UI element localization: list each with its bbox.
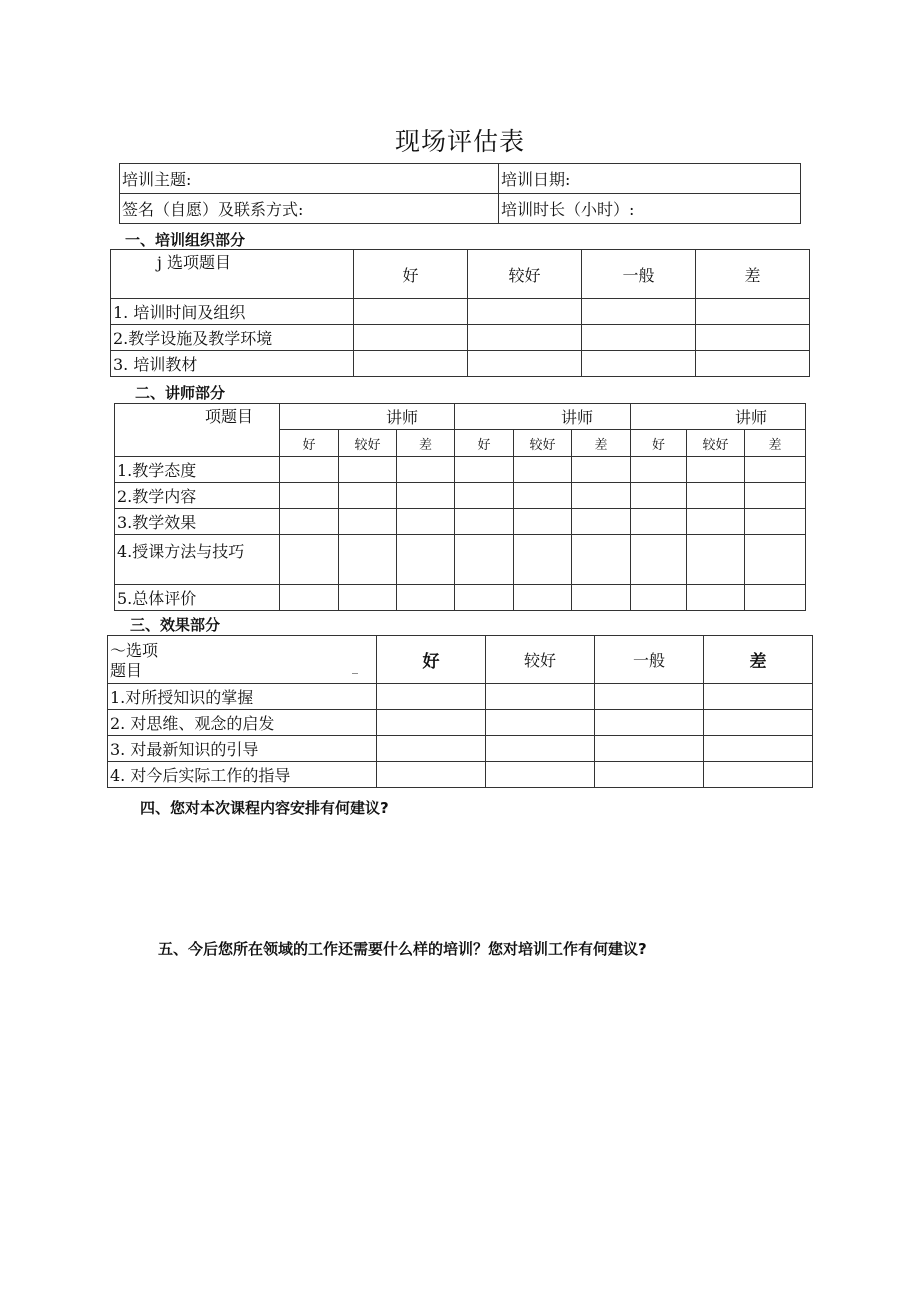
section4-answer-area[interactable] [110, 822, 810, 922]
s3-col-average: 一般 [595, 636, 704, 684]
rating-cell[interactable] [631, 535, 687, 585]
s3-row-label: 4. 对今后实际工作的指导 [108, 762, 377, 788]
s1-col-poor: 差 [696, 250, 810, 299]
rating-cell[interactable] [468, 299, 582, 325]
rating-cell[interactable] [745, 535, 806, 585]
rating-cell[interactable] [377, 762, 486, 788]
table-row [115, 457, 806, 483]
l2-col-fairly-good: 较好 [514, 430, 572, 457]
table-row [115, 483, 806, 509]
rating-cell[interactable] [745, 509, 806, 535]
rating-cell[interactable] [631, 585, 687, 611]
table-row [108, 762, 813, 788]
s3-col-good: 好 [377, 636, 486, 684]
s3-row-label: 1.对所授知识的掌握 [108, 684, 377, 710]
rating-cell[interactable] [687, 585, 745, 611]
date-field[interactable] [499, 164, 801, 194]
rating-cell[interactable] [514, 483, 572, 509]
rating-cell[interactable] [704, 736, 813, 762]
s2-row-label: 1.教学态度 [115, 457, 280, 483]
l2-col-poor: 差 [572, 430, 631, 457]
rating-cell[interactable] [572, 535, 631, 585]
table-row [108, 736, 813, 762]
section5-answer-area[interactable] [110, 965, 810, 1165]
lecturer-3-header: 讲师 [631, 404, 806, 430]
rating-cell[interactable] [704, 684, 813, 710]
l2-col-good: 好 [455, 430, 514, 457]
rating-cell[interactable] [397, 483, 455, 509]
rating-cell[interactable] [377, 684, 486, 710]
rating-cell[interactable] [486, 684, 595, 710]
rating-cell[interactable] [455, 585, 514, 611]
table-row [115, 535, 806, 585]
table-row [115, 585, 806, 611]
duration-label: 培训时长（小时）: [501, 200, 635, 219]
s3-row-label: 3. 对最新知识的引导 [108, 736, 377, 762]
rating-cell[interactable] [280, 585, 339, 611]
sign-label: 签名（自愿）及联系方式: [122, 200, 304, 219]
rating-cell[interactable] [397, 509, 455, 535]
rating-cell[interactable] [339, 457, 397, 483]
table-row [111, 299, 810, 325]
s2-row-label: 4.授课方法与技巧 [115, 535, 280, 585]
l3-col-good: 好 [631, 430, 687, 457]
rating-cell[interactable] [595, 736, 704, 762]
rating-cell[interactable] [339, 483, 397, 509]
rating-cell[interactable] [280, 483, 339, 509]
rating-cell[interactable] [455, 457, 514, 483]
rating-cell[interactable] [486, 710, 595, 736]
rating-cell[interactable] [704, 710, 813, 736]
rating-cell[interactable] [687, 483, 745, 509]
rating-cell[interactable] [696, 325, 810, 351]
rating-cell[interactable] [696, 299, 810, 325]
section5-heading: 五、今后您所在领域的工作还需要什么样的培训？您对培训工作有何建议? [158, 940, 647, 958]
rating-cell[interactable] [339, 585, 397, 611]
rating-cell[interactable] [280, 509, 339, 535]
rating-cell[interactable] [468, 351, 582, 377]
table-row [108, 684, 813, 710]
s1-header-label: j 选项题目 [157, 253, 232, 272]
s1-row-label: 3. 培训教材 [111, 351, 354, 377]
rating-cell[interactable] [397, 585, 455, 611]
page-title: 现场评估表 [394, 127, 525, 156]
s1-col-good: 好 [354, 250, 468, 299]
s1-col-average: 一般 [582, 250, 696, 299]
l3-col-fairly-good: 较好 [687, 430, 745, 457]
s1-col-fairly-good: 较好 [468, 250, 582, 299]
s1-row-label: 1. 培训时间及组织 [111, 299, 354, 325]
rating-cell[interactable] [745, 457, 806, 483]
rating-cell[interactable] [696, 351, 810, 377]
lecturer-table [114, 403, 806, 611]
s2-row-label: 3.教学效果 [115, 509, 280, 535]
rating-cell[interactable] [455, 535, 514, 585]
sign-field[interactable] [120, 194, 499, 224]
rating-cell[interactable] [595, 684, 704, 710]
rating-cell[interactable] [514, 535, 572, 585]
section1-heading: 一、培训组织部分 [125, 231, 246, 249]
rating-cell[interactable] [687, 509, 745, 535]
rating-cell[interactable] [280, 457, 339, 483]
table-row [111, 351, 810, 377]
organization-table [110, 249, 810, 377]
rating-cell[interactable] [582, 299, 696, 325]
table-row [108, 710, 813, 736]
rating-cell[interactable] [486, 736, 595, 762]
section2-heading: 二、讲师部分 [135, 384, 226, 402]
s1-row-label: 2.教学设施及教学环境 [111, 325, 354, 351]
s3-row-label: 2. 对思维、观念的启发 [108, 710, 377, 736]
topic-field[interactable] [120, 164, 499, 194]
s2-row-label: 2.教学内容 [115, 483, 280, 509]
l1-col-poor: 差 [397, 430, 455, 457]
s3-col-fairly-good: 较好 [486, 636, 595, 684]
rating-cell[interactable] [514, 585, 572, 611]
rating-cell[interactable] [704, 762, 813, 788]
rating-cell[interactable] [582, 325, 696, 351]
rating-cell[interactable] [397, 535, 455, 585]
rating-cell[interactable] [455, 483, 514, 509]
l1-col-good: 好 [280, 430, 339, 457]
s3-col-poor: 差 [704, 636, 813, 684]
section3-heading: 三、效果部分 [130, 616, 221, 634]
rating-cell[interactable] [514, 509, 572, 535]
s2-header-label: 项题目 [205, 407, 254, 426]
rating-cell[interactable] [572, 483, 631, 509]
s2-header-label-cell [115, 404, 280, 457]
lecturer-2-header: 讲师 [455, 404, 631, 430]
rating-cell[interactable] [572, 585, 631, 611]
info-table [119, 163, 801, 224]
rating-cell[interactable] [339, 535, 397, 585]
lecturer-1-header: 讲师 [280, 404, 455, 430]
rating-cell[interactable] [486, 762, 595, 788]
rating-cell[interactable] [595, 710, 704, 736]
topic-label: 培训主题: [122, 170, 192, 189]
section4-heading: 四、您对本次课程内容安排有何建议? [140, 799, 389, 817]
rating-cell[interactable] [377, 736, 486, 762]
l3-col-poor: 差 [745, 430, 806, 457]
rating-cell[interactable] [595, 762, 704, 788]
rating-cell[interactable] [280, 535, 339, 585]
l1-col-fairly-good: 较好 [339, 430, 397, 457]
table-row [115, 509, 806, 535]
rating-cell[interactable] [687, 457, 745, 483]
s1-header-label-cell [111, 250, 354, 299]
rating-cell[interactable] [572, 457, 631, 483]
rating-cell[interactable] [745, 585, 806, 611]
s3-header-mark: _ [352, 660, 358, 674]
rating-cell[interactable] [377, 710, 486, 736]
rating-cell[interactable] [582, 351, 696, 377]
rating-cell[interactable] [687, 535, 745, 585]
rating-cell[interactable] [572, 509, 631, 535]
rating-cell[interactable] [631, 509, 687, 535]
rating-cell[interactable] [354, 351, 468, 377]
s2-row-label: 5.总体评价 [115, 585, 280, 611]
rating-cell[interactable] [397, 457, 455, 483]
rating-cell[interactable] [339, 509, 397, 535]
rating-cell[interactable] [354, 299, 468, 325]
date-label: 培训日期: [501, 170, 571, 189]
rating-cell[interactable] [468, 325, 582, 351]
rating-cell[interactable] [745, 483, 806, 509]
s3-header-line2: 题目 [110, 660, 143, 680]
rating-cell[interactable] [631, 483, 687, 509]
s3-header-label-cell [108, 636, 377, 684]
rating-cell[interactable] [631, 457, 687, 483]
rating-cell[interactable] [354, 325, 468, 351]
effect-table [107, 635, 813, 788]
table-row [111, 325, 810, 351]
rating-cell[interactable] [514, 457, 572, 483]
s3-header-line1: ～选项 [110, 640, 159, 660]
rating-cell[interactable] [455, 509, 514, 535]
duration-field[interactable] [499, 194, 801, 224]
